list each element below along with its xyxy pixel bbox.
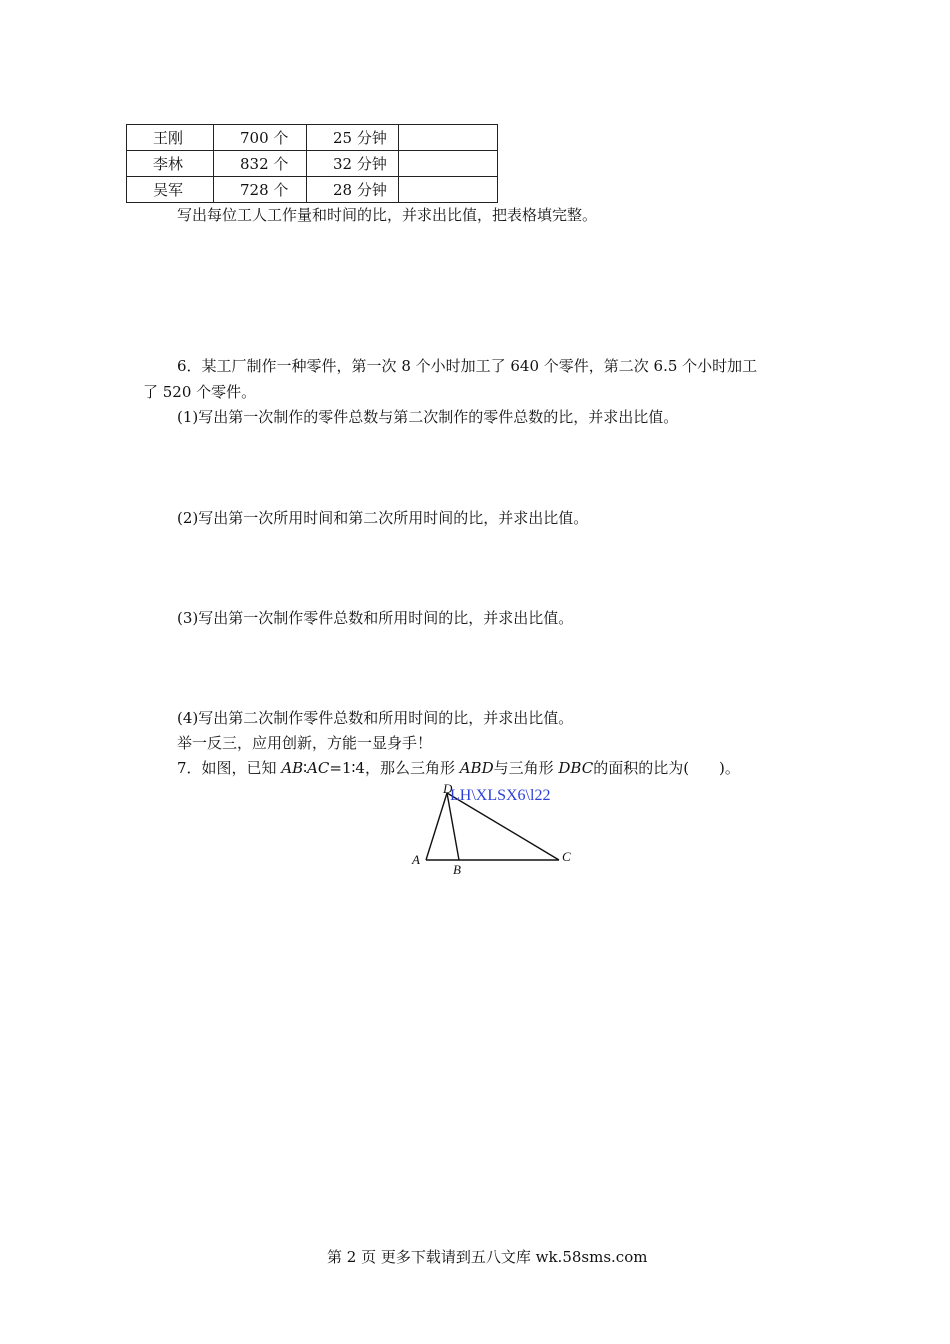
q7-prefix: 7．如图，已知 [177,759,282,777]
q7-suffix: 的面积的比为( )。 [593,759,740,777]
work-time: 25 分钟 [307,125,399,151]
q7-abd: ABD [459,759,494,777]
segment-ad [426,793,447,860]
q7-ab: AB [281,759,304,777]
label-a: A [412,852,420,867]
work-amount: 832 个 [214,151,307,177]
worker-name: 李林 [127,151,214,177]
q7-ac: AC [307,759,330,777]
q5-instruction: 写出每位工人工作量和时间的比，并求出比值，把表格填完整。 [177,206,598,224]
q6-line2: 了 520 个零件。 [143,383,257,401]
label-c: C [562,849,571,864]
label-b: B [453,862,461,877]
q6-sub2: (2)写出第一次所用时间和第二次所用时间的比，并求出比值。 [177,509,589,527]
q7-colon: ∶ [303,759,308,777]
work-amount: 728 个 [214,177,307,203]
page-footer: 第 2 页 更多下载请到五八文库 wk.58sms.com [327,1248,648,1266]
q7-ratio: =1∶4，那么三角形 [329,759,460,777]
work-amount: 700 个 [214,125,307,151]
work-time: 32 分钟 [307,151,399,177]
worker-name: 王刚 [127,125,214,151]
worker-name: 吴军 [127,177,214,203]
work-time: 28 分钟 [307,177,399,203]
slogan: 举一反三，应用创新，方能一显身手！ [177,734,433,752]
q7-mid: 与三角形 [493,759,559,777]
label-d: D [443,781,453,796]
q6-line1: 6．某工厂制作一种零件，第一次 8 个小时加工了 640 个零件，第二次 6.5 个小时加工 [177,357,758,375]
q6-sub4: (4)写出第二次制作零件总数和所用时间的比，并求出比值。 [177,709,574,727]
q7-dbc: DBC [558,759,594,777]
q6-sub3: (3)写出第一次制作零件总数和所用时间的比，并求出比值。 [177,609,574,627]
q6-sub1: (1)写出第一次制作的零件总数与第二次制作的零件总数的比，并求出比值。 [177,408,679,426]
figure-ref-code: LH\XLSX6\l22 [450,787,551,804]
